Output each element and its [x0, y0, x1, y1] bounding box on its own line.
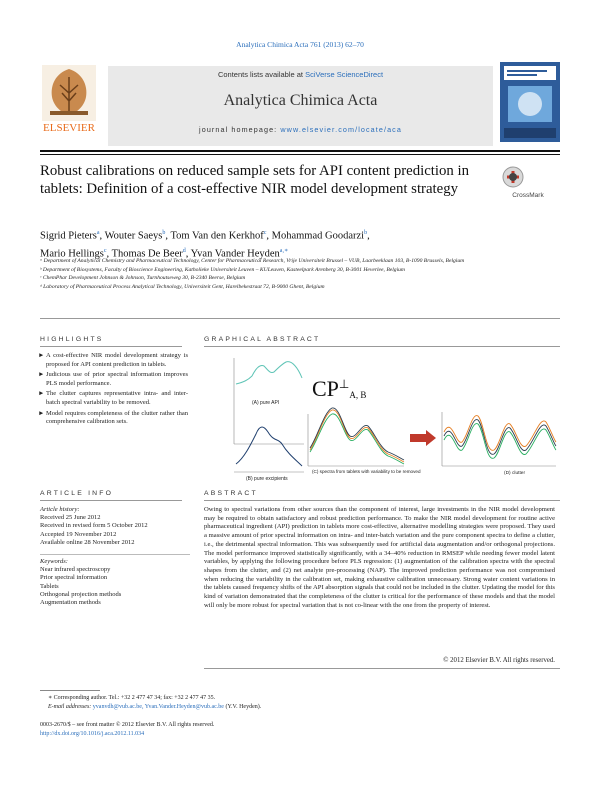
issn-line: 0003-2670/$ – see front matter © 2012 Elsevier B.V. All rights reserved.	[40, 722, 215, 728]
highlight-item	[38, 390, 188, 407]
author-separator: ,	[106, 248, 112, 260]
label-pure-excipients: (B) pure excipients	[246, 476, 288, 482]
pure-api-spectrum	[236, 362, 302, 384]
author-affiliation-mark[interactable]: a,∗	[279, 248, 289, 254]
received-date: Received 25 June 2012	[40, 514, 101, 522]
author-affiliation-mark[interactable]: c	[103, 248, 107, 254]
journal-cover-thumbnail[interactable]	[500, 62, 560, 142]
highlight-text: Judicious use of prior spectral information improves PLS model performance.	[46, 371, 188, 387]
affiliation: ᵇ Department of Biosystems, Faculty of Bioscience Engineering, Katholieke Universiteit Leuven – KULeuven, Kasteelpark Arenberg 30, B-3001 Heverlee, Belgium	[40, 266, 405, 273]
affiliation: ᵃ Department of Analytical Chemistry and Pharmaceutical Technology, Center for Pharmaceutical Research, Vrije Universiteit Brussel – VUB, Laarbeeklaan 103, B-1090 Brussels, Belgium	[40, 258, 465, 264]
header-rule-thin	[40, 154, 560, 155]
homepage-line	[108, 125, 493, 134]
doi-link[interactable]: http://dx.doi.org/10.1016/j.aca.2012.11.034	[40, 730, 145, 737]
header-rule	[40, 150, 560, 152]
author-name[interactable]: Thomas De Beer	[111, 248, 183, 260]
contents-line	[108, 70, 493, 79]
panel-clutter	[442, 412, 556, 476]
article-info-heading: ARTICLE INFO	[40, 490, 114, 497]
email-label: E-mail addresses:	[48, 703, 92, 710]
highlights-heading: HIGHLIGHTS	[40, 336, 104, 343]
author-separator: ,	[367, 230, 370, 242]
author-name[interactable]: Mario Hellings	[40, 248, 104, 260]
highlight-item	[38, 371, 188, 388]
bullet-icon: ►	[38, 371, 45, 379]
bullet-icon: ►	[38, 390, 45, 398]
journal-citation[interactable]: Analytica Chimica Acta 761 (2013) 62–70	[236, 40, 364, 49]
panel-tablet-spectra	[308, 408, 421, 474]
affiliation: ᵈ Laboratory of Pharmaceutical Process Analytical Technology, Universiteit Gent, Harelbekestraat 72, B-9000 Ghent, Belgium	[40, 283, 325, 290]
history-label: Article history:	[40, 506, 80, 513]
abstract-heading: ABSTRACT	[204, 490, 258, 497]
arrow-icon	[410, 430, 436, 446]
article-title: Robust calibrations on reduced sample sets for API content prediction in tablets: Definition of a cost-effective NIR model development strategy	[40, 163, 470, 197]
keyword: Orthogonal projection methods	[40, 590, 122, 598]
label-clutter: (D) clutter	[504, 471, 526, 476]
label-pure-api: (A) pure API	[252, 400, 280, 406]
accepted-date: Accepted 19 November 2012	[40, 530, 117, 538]
author-name[interactable]: Sigrid Pieters	[40, 230, 97, 242]
affiliations	[40, 258, 530, 292]
author-affiliation-mark[interactable]: a	[96, 230, 100, 236]
footnote-rule	[40, 690, 100, 691]
crossmark-badge[interactable]	[498, 163, 562, 207]
email-line	[48, 703, 528, 712]
graphical-abstract-figure	[204, 354, 560, 482]
crossmark-label: CrossMark	[512, 192, 544, 199]
author-name[interactable]: Mohammad Goodarzi	[271, 230, 365, 242]
author-affiliation-mark[interactable]: d	[182, 248, 186, 254]
projection-formula: $CP^\perp_{A, B}$	[312, 376, 367, 401]
email-links[interactable]: yvanvdh@vub.ac.be, Yvan.Vander.Heyden@vub.ac.be	[92, 703, 224, 710]
author-name[interactable]: Wouter Saeys	[104, 230, 163, 242]
abstract-end-rule	[204, 668, 560, 669]
author-separator: ,	[165, 230, 171, 242]
publisher-name: ELSEVIER	[43, 122, 95, 134]
journal-name: Analytica Chimica Acta	[223, 92, 378, 109]
highlights-rule	[40, 346, 182, 347]
affiliation: ᶜ ChemPhar Development Johnson & Johnson, Turnhoutseweg 30, B-2340 Beerse, Belgium	[40, 275, 246, 282]
author-separator: ,	[266, 230, 272, 242]
bottom-info	[40, 721, 520, 738]
author-separator: ,	[185, 248, 191, 260]
graphical-abstract-heading: GRAPHICAL ABSTRACT	[204, 336, 321, 343]
email-person: (Y.V. Heyden).	[223, 703, 262, 710]
available-date: Available online 28 November 2012	[40, 538, 135, 546]
sciencedirect-link[interactable]: SciVerse ScienceDirect	[305, 70, 384, 79]
graphical-abstract-rule	[204, 346, 560, 347]
panel-pure-spectra	[234, 358, 304, 482]
author-affiliation-mark[interactable]: c	[263, 230, 267, 236]
author-separator: ,	[99, 230, 105, 242]
abstract-rule	[204, 500, 560, 501]
author-affiliation-mark[interactable]: b	[364, 230, 368, 236]
contents-prefix: Contents lists available at	[217, 70, 306, 79]
homepage-link[interactable]: www.elsevier.com/locate/aca	[280, 125, 402, 134]
author-list	[40, 226, 540, 262]
author-affiliation-mark[interactable]: b	[162, 230, 166, 236]
elsevier-logo	[38, 63, 100, 135]
copyright: © 2012 Elsevier B.V. All rights reserved.	[443, 657, 555, 664]
abstract-text: Owing to spectral variations from other sources than the component of interest, large investments in the NIR model development may be required to obtain satisfactory and robust prediction performance. To make the NIR model development for routine active pharmaceutical ingredient (API) prediction in tablets more cost-effective, alternative modelling strategies were proposed. They used a massive amount of prior spectral information on intra- and inter-batch variation and the pure component spectra to define a clutter, i.e., the detrimental spectral information. This was subsequently used for artificial data augmentation and/or orthogonal projections. The model performance improved statistically significantly, with a 34–40% reduction in RMSEP while needing fewer model latent variables, by applying the following procedure before PLS regression: (1) augmentation of the calibration spectra with the spectral shapes from the clutter, and (2) net analyte pre-processing (NAP). The improved prediction performance was not compromised when reducing the variability in the calibration set, making exhaustive calibration unnecessary. Strong water content variations in the tablets caused frequency shifts of the API absorption signals that could not be included in the clutter. Updating the model for this kind of variation demonstrated that the completeness of the clutter is critical for the performance of these models and that the model will only be more robust for spectral variation that is not co-linear with the one from the property of interest.	[204, 506, 555, 609]
keywords-rule	[40, 554, 190, 555]
highlight-item	[38, 352, 188, 369]
keyword: Near infrared spectroscopy	[40, 566, 111, 574]
highlight-item	[38, 410, 188, 427]
keyword: Augmentation methods	[40, 599, 101, 607]
label-tablet-spectra: (C) spectra from tablets with variability to be removed	[312, 469, 421, 474]
keyword: Prior spectral information	[40, 574, 108, 582]
article-info	[40, 506, 190, 607]
keyword: Tablets	[40, 582, 59, 590]
bullet-icon: ►	[38, 352, 45, 359]
bullet-icon: ►	[38, 409, 45, 417]
keywords-label: Keywords:	[40, 558, 68, 566]
author-name[interactable]: Tom Van den Kerkhof	[170, 230, 264, 242]
revised-date: Received in revised form 5 October 2012	[40, 522, 148, 530]
highlight-text: A cost-effective NIR model development strategy is proposed for API content prediction in tablets.	[46, 352, 188, 368]
article-info-rule	[40, 500, 182, 501]
keywords-list	[40, 566, 190, 607]
footnotes	[48, 694, 528, 711]
highlight-text: The clutter captures representative intra- and inter-batch spectral variability to be removed.	[46, 390, 188, 406]
front-matter-rule	[40, 318, 560, 319]
pure-excipients-spectrum	[236, 427, 302, 466]
author-name[interactable]: Yvan Vander Heyden	[190, 248, 280, 260]
homepage-prefix: journal homepage:	[199, 125, 281, 134]
highlights-list	[38, 352, 188, 429]
highlight-text: Model requires completeness of the clutter rather than comprehensive calibration sets.	[46, 409, 188, 426]
corresponding-author: ∗ Corresponding author. Tel.: +32 2 477 47 34; fax: +32 2 477 47 35.	[48, 695, 216, 701]
